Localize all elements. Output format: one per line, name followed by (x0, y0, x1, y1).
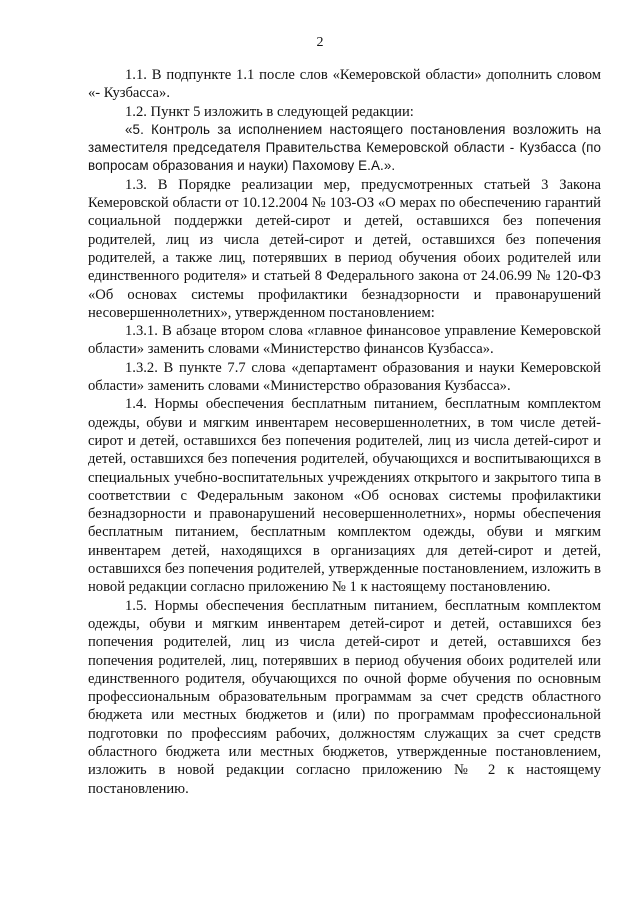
paragraph-1-1: 1.1. В подпункте 1.1 после слов «Кемеровской области» дополнить словом «- Кузбасса». (88, 67, 601, 102)
page-number: 2 (316, 35, 324, 50)
paragraph-1-3-1: 1.3.1. В абзаце втором слова «главное финансовое управление Кемеровской области» заменить словами «Министерство финансов Кузбасса». (88, 323, 601, 358)
paragraph-1-5: 1.5. Нормы обеспечения бесплатным питанием, бесплатным комплектом одежды, обуви и мягким инвентарем детей-сирот и детей, оставшихся без попечения родителей, лиц из числа детей-сирот и детей, оставшихся без попечения родителей, лиц, потерявших в период обучения обоих родителей или единственного родителя, обучающихся по очной форме обучения по основным профессиональным образовательным программам за счет средств областного бюджета или местных бюджетов и (или) по программам профессиональной подготовки по профессиям рабочих, должностям служащих за счет средств областного бюджета или местных бюджетов, утвержденные постановлением, изложить в новой редакции согласно приложению № 2 к настоящему постановлению. (88, 597, 601, 797)
document-body (88, 66, 601, 798)
paragraph-1-3-2: 1.3.2. В пункте 7.7 слова «департамент образования и науки Кемеровской области» заменить словами «Министерство образования Кузбасса». (88, 359, 601, 395)
paragraph-quoted-item-5: «5. Контроль за исполнением настоящего постановления возложить на заместителя председателя Правительства Кемеровской области - Кузбасса (по вопросам образования и науки) Пахомову Е.А.». (88, 121, 601, 174)
paragraph-1-2: 1.2. Пункт 5 изложить в следующей редакции: (125, 103, 414, 120)
paragraph-1-3: 1.3. В Порядке реализации мер, предусмотренных статьей 3 Закона Кемеровской области от 10.12.2004 № 103-ОЗ «О мерах по обеспечению гарантий социальной поддержки детей-сирот и детей, оставшихся без попечения родителей, лиц из числа детей-сирот и детей, оставшихся без попечения родителей, а также лиц, потерявших в период обучения обоих родителей или единственного родителя» и статьей 8 Федерального закона от 24.06.99 № 120-ФЗ «Об основах системы профилактики безнадзорности и правонарушений несовершеннолетних», утвержденном постановлением: (88, 176, 601, 321)
paragraph-1-4: 1.4. Нормы обеспечения бесплатным питанием, бесплатным комплектом одежды, обуви и мягким инвентарем несовершеннолетних, в том числе детей-сирот и детей, оставшихся без попечения родителей, лиц из числа детей-сирот и детей, оставшихся без попечения родителей, обучающихся и воспитывающихся в специальных учебно-воспитательных учреждениях открытого и закрытого типа в соответствии с Федеральным законом «Об основах системы профилактики безнадзорности и правонарушений несовершеннолетних», нормы обеспечения бесплатным питанием, бесплатным комплектом одежды, обуви и мягким инвентарем детей, находящихся в организациях для детей-сирот и детей, оставшихся без попечения родителей, утвержденные постановлением, изложить в новой редакции согласно приложению № 1 к настоящему постановлению. (88, 396, 601, 596)
